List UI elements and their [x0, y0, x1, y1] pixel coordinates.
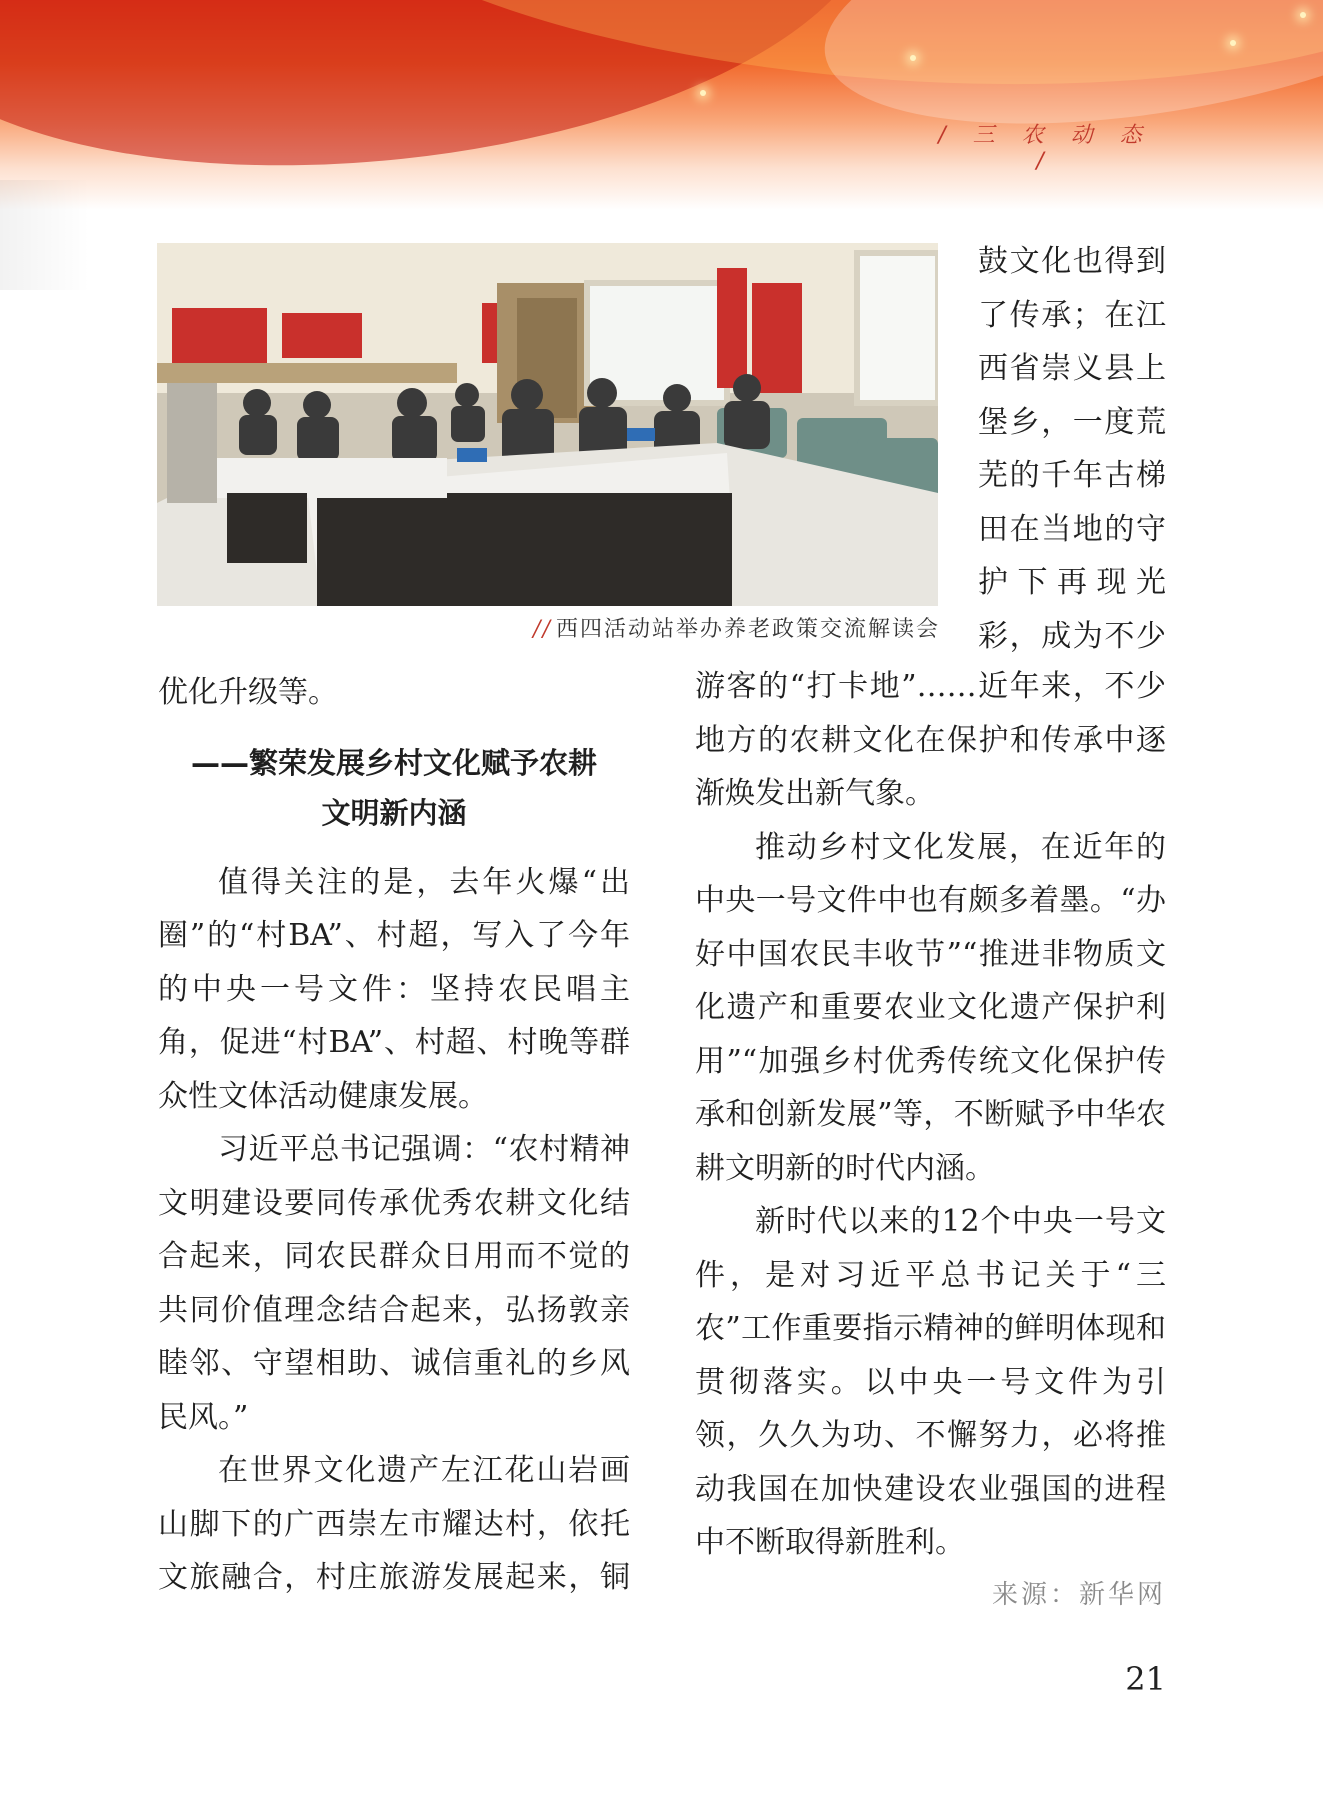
- paragraph: 游客的“打卡地”……近年来，不少地方的农耕文化在保护和传承中逐渐焕发出新气象。: [695, 669, 1166, 811]
- caption-mark: //: [533, 617, 552, 642]
- sparkle-decoration: [1230, 40, 1236, 46]
- heading-line: ——繁荣发展乡村文化赋予农耕: [190, 745, 597, 780]
- right-top-column: [978, 235, 1166, 663]
- page-number: 21: [1125, 1660, 1166, 1698]
- caption-text: 西四活动站举办养老政策交流解读会: [555, 617, 940, 642]
- header-banner: [0, 0, 1323, 210]
- meeting-photo: [157, 243, 938, 606]
- text-line: 田在当地的守: [978, 511, 1166, 547]
- paragraph: 值得关注的是，去年火爆“出圈”的“村BA”、村超，写入了今年的中央一号文件：坚持农民唱主角，促进“村BA”、村超、村晚等群众性文体活动健康发展。: [158, 864, 630, 1114]
- sparkle-decoration: [700, 90, 706, 96]
- section-tag: / 三 农 动 态 /: [938, 123, 1152, 174]
- text-line: 了传承；在江: [978, 297, 1166, 333]
- source-credit: 来源：新华网: [991, 1580, 1166, 1610]
- text-line: 西省崇义县上: [978, 351, 1166, 386]
- paragraph: 习近平总书记强调：“农村精神文明建设要同传承优秀农耕文化结合起来，同农民群众日用而不觉的共同价值理念结合起来，弘扬敦亲睦邻、守望相助、诚信重礼的乡风民风。”: [158, 1132, 630, 1435]
- heading-line: 文明新内涵: [321, 795, 467, 830]
- left-column: [158, 666, 630, 1605]
- photo-caption: [490, 612, 940, 643]
- section-heading: [158, 738, 630, 838]
- text-line: 芜的千年古梯: [978, 458, 1166, 493]
- sparkle-decoration: [1300, 12, 1306, 18]
- text-line: 护下再现光: [978, 565, 1166, 600]
- text-line: 堡乡，一度荒: [978, 404, 1166, 440]
- paragraph: 在世界文化遗产左江花山岩画山脚下的广西崇左市耀达村，依托文旅融合，村庄旅游发展起来，铜: [158, 1453, 630, 1595]
- sparkle-decoration: [910, 55, 916, 61]
- text-line: 鼓文化也得到: [978, 244, 1166, 279]
- right-column: [695, 660, 1166, 1570]
- paragraph: 优化升级等。: [158, 675, 338, 710]
- text-line: 彩，成为不少: [978, 618, 1166, 654]
- page-edge-shade: [0, 180, 90, 290]
- paragraph: 新时代以来的12个中央一号文件，是对习近平总书记关于“三农”工作重要指示精神的鲜明体现和贯彻落实。以中央一号文件为引领，久久为功、不懈努力，必将推动我国在加快建设农业强国的进程中不断取得新胜利。: [695, 1204, 1166, 1560]
- paragraph: 推动乡村文化发展，在近年的中央一号文件中也有颇多着墨。“办好中国农民丰收节”“推进非物质文化遗产和重要农业文化遗产保护利用”“加强乡村优秀传统文化保护传承和创新发展”等，不断赋予中华农耕文明新的时代内涵。: [695, 829, 1166, 1186]
